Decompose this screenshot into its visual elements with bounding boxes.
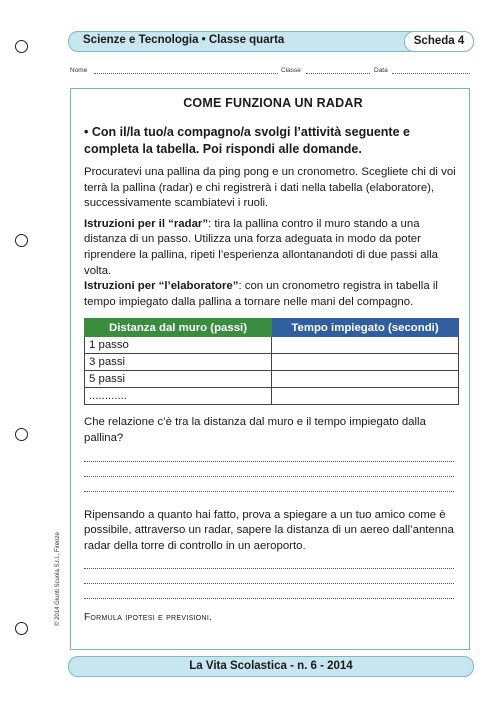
task-instruction: • Con il/la tuo/a compagno/a svolgi l’attività seguente e completa la tabella. Poi rispondi alle domande. xyxy=(84,125,410,156)
table-row xyxy=(85,354,459,371)
distance-cell: 3 passi xyxy=(85,354,272,371)
date-field[interactable] xyxy=(392,67,470,74)
binder-hole-bottom xyxy=(15,622,28,635)
intro-paragraph: Procuratevi una pallina da ping pong e un cronometro. Scegliete chi di voi terrà la pallina (radar) e chi registrerà i dati nella tabella (elaboratore), successivamente scambiatevi i ruoli. xyxy=(84,166,456,210)
elaborator-label: Istruzioni per “l’elaboratore” xyxy=(84,280,239,293)
student-info-row xyxy=(70,67,472,79)
results-table xyxy=(84,318,459,405)
class-label: Classe xyxy=(281,67,301,74)
header-title: Scienze e Tecnologia • Classe quarta xyxy=(83,34,285,46)
question-1: Che relazione c’è tra la distanza dal muro e il tempo impiegato dalla pallina? xyxy=(84,416,426,444)
distance-cell: 1 passo xyxy=(85,337,272,354)
name-field[interactable] xyxy=(94,67,278,74)
column-header-distance: Distanza dal muro (passi) xyxy=(85,319,272,337)
radar-instructions xyxy=(84,217,462,279)
footer-bar: La Vita Scolastica - n. 6 - 2014 xyxy=(68,656,474,677)
table-row xyxy=(85,371,459,388)
answer-line[interactable] xyxy=(84,584,454,599)
formula-prompt: Formula ipotesi e previsioni. xyxy=(84,612,213,624)
copyright-notice: © 2014 Giunti Scuola S.r.l., Firenze xyxy=(55,532,61,626)
class-field[interactable] xyxy=(306,67,370,74)
time-cell[interactable] xyxy=(272,337,459,354)
answer-line[interactable] xyxy=(84,462,454,477)
header-bar xyxy=(68,31,474,52)
distance-cell: ............ xyxy=(85,388,272,405)
distance-cell: 5 passi xyxy=(85,371,272,388)
worksheet-title: COME FUNZIONA UN RADAR xyxy=(183,96,363,110)
table-row xyxy=(85,337,459,354)
answer-line[interactable] xyxy=(84,447,454,462)
time-cell[interactable] xyxy=(272,371,459,388)
time-cell[interactable] xyxy=(272,354,459,371)
elaborator-instructions xyxy=(84,279,462,310)
elaborator-text: : con un cronometro registra in tabella il tempo impiegato dalla pallina a tornare nelle mani del compagno. xyxy=(84,280,438,308)
radar-text: : tira la pallina contro il muro stando a una distanza di un passo. Utilizza una forza adeguata in modo da poter riprendere la pallina, ripeti l’esperienza allontanandoti di due passi alla volta. xyxy=(84,217,438,277)
date-label: Data xyxy=(374,67,388,74)
binder-hole-top xyxy=(15,40,28,53)
worksheet-number: Scheda 4 xyxy=(404,31,474,52)
answer-line[interactable] xyxy=(84,477,454,492)
table-header-row xyxy=(85,319,459,337)
answer-line[interactable] xyxy=(84,569,454,584)
radar-label: Istruzioni per il “radar” xyxy=(84,217,209,230)
worksheet-content xyxy=(84,95,462,623)
question-2: Ripensando a quanto hai fatto, prova a spiegare a un tuo amico come è possibile, attraverso un radar, sapere la distanza di un aereo dall’antenna radar della torre di controllo in un aeroporto. xyxy=(84,508,454,552)
binder-hole-lower xyxy=(15,428,28,441)
name-label: Nome xyxy=(70,67,88,74)
column-header-time: Tempo impiegato (secondi) xyxy=(272,319,459,337)
answer-line[interactable] xyxy=(84,554,454,569)
time-cell[interactable] xyxy=(272,388,459,405)
binder-hole-upper xyxy=(15,234,28,247)
table-row xyxy=(85,388,459,405)
